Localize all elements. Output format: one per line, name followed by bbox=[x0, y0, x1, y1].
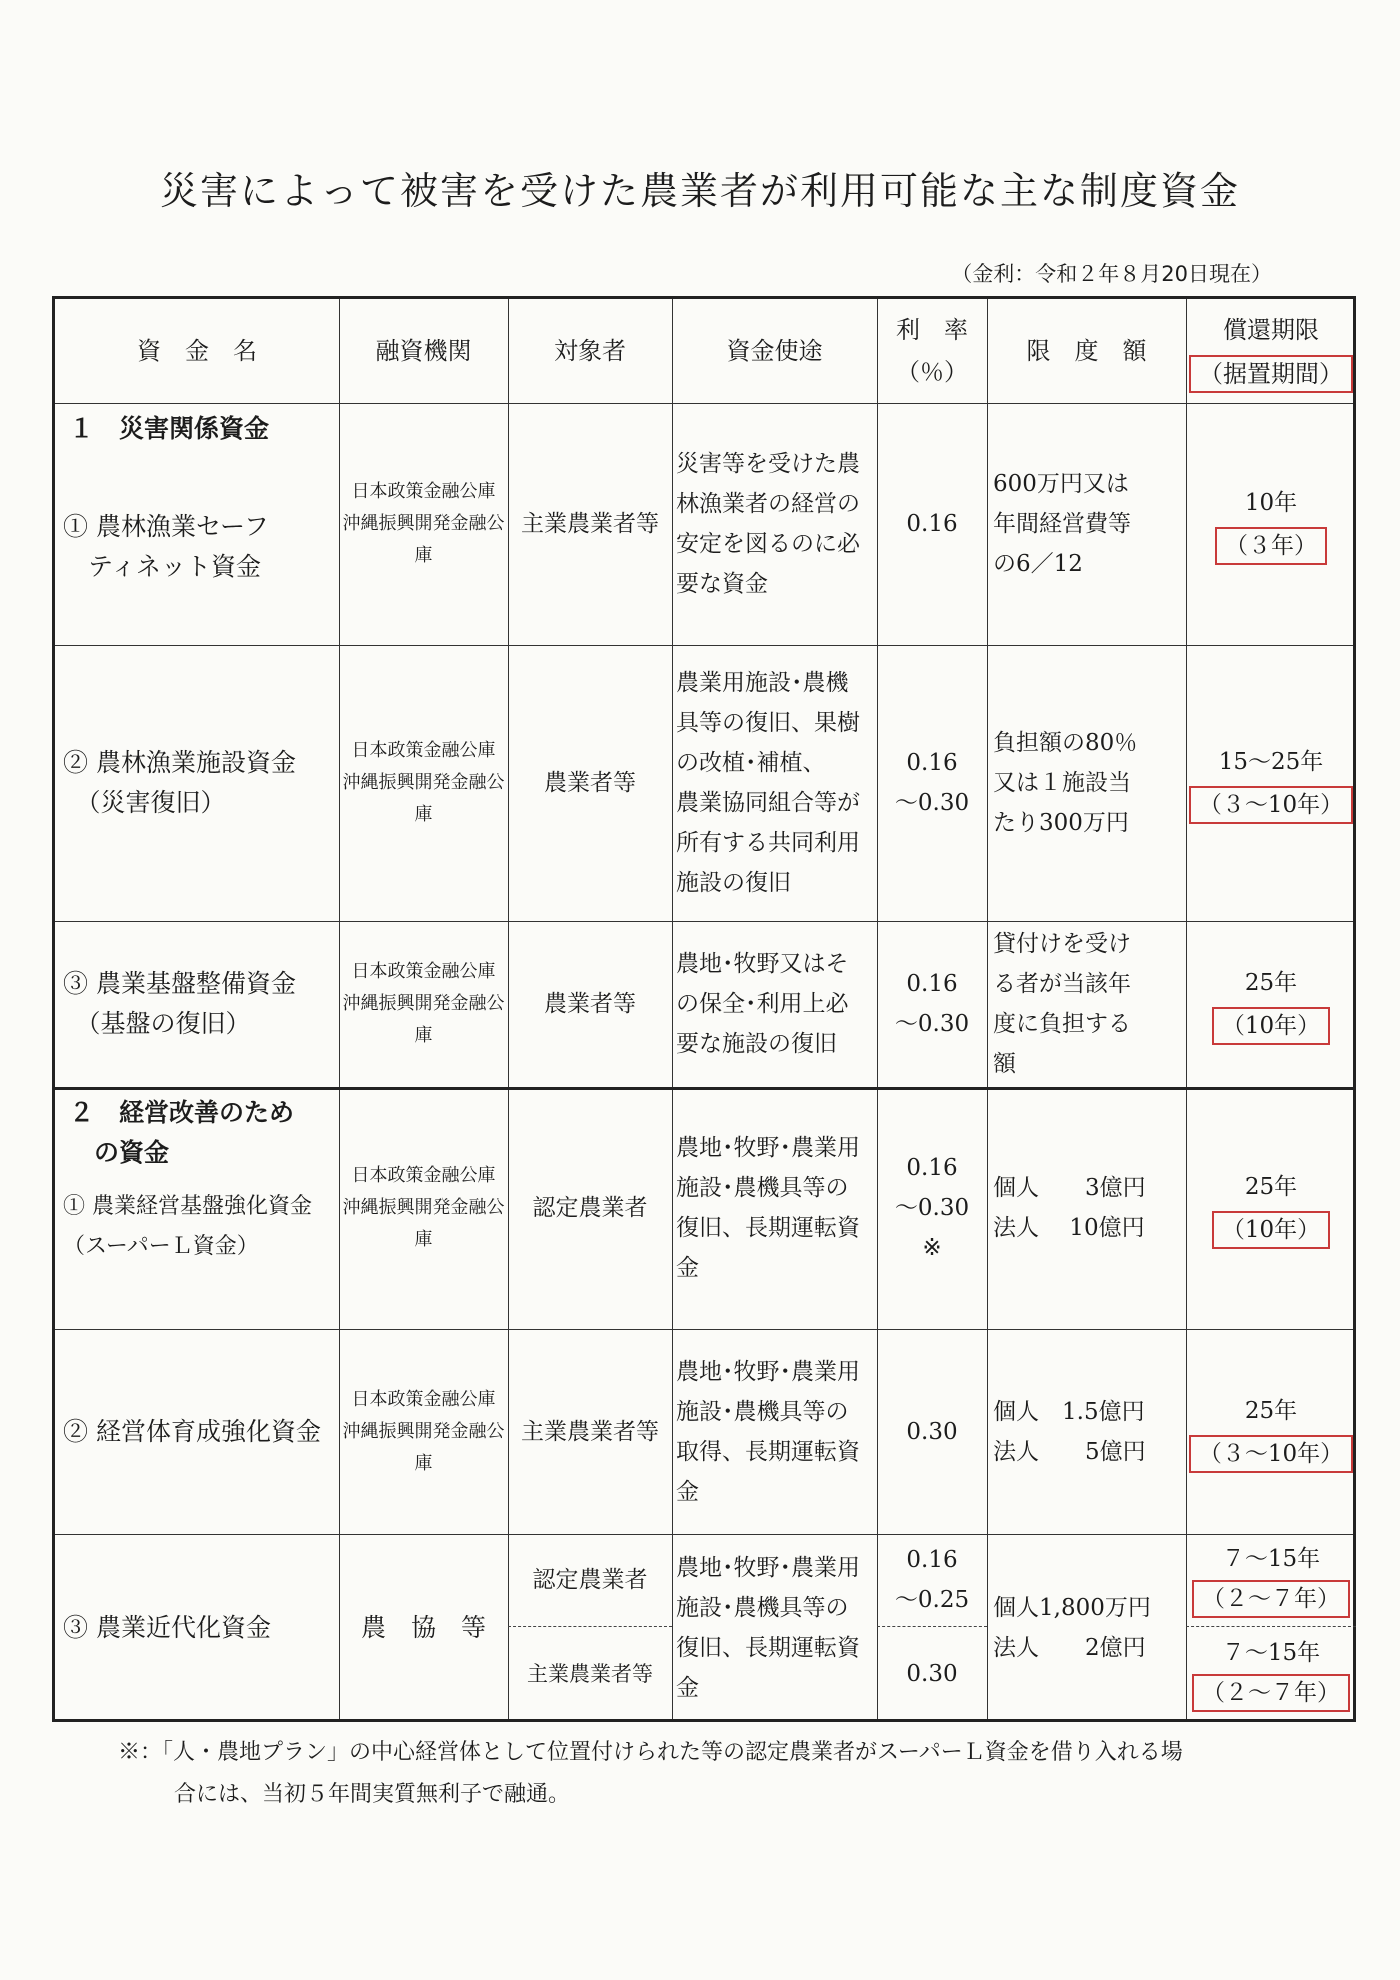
header-term bbox=[1186, 299, 1356, 403]
lending-institution: 日本政策金融公庫 沖縄振興開発金融公庫 bbox=[342, 1165, 505, 1250]
interest-rate: 0.16 ～0.30 bbox=[894, 971, 970, 1037]
interest-rate: 0.16 ～0.30 bbox=[894, 750, 970, 816]
eligible-borrower: 主業農業者等 bbox=[527, 1662, 653, 1686]
section-label: １ 災害関係資金 bbox=[69, 414, 270, 443]
fund-name: ② 農林漁業施設資金 （災害復旧） bbox=[63, 748, 296, 817]
loan-limit: 個人1,800万円 法人 2億円 bbox=[993, 1595, 1151, 1661]
interest-rate: 0.16 bbox=[906, 511, 958, 537]
eligible-borrower: 認定農業者 bbox=[532, 1567, 648, 1593]
interest-rate: 0.30 bbox=[906, 1418, 958, 1445]
repayment-term bbox=[1186, 921, 1356, 1087]
repayment-term bbox=[1186, 645, 1356, 921]
page-title: 災害によって被害を受けた農業者が利用可能な主な制度資金 bbox=[159, 169, 1240, 213]
term-years: 25年 bbox=[1244, 1397, 1298, 1424]
fund-name: ① 農林漁業セーフ ティネット資金 bbox=[63, 512, 269, 581]
fund-name: ③ 農業基盤整備資金 （基盤の復旧） bbox=[63, 969, 296, 1038]
header-grace-label: （据置期間） bbox=[1189, 355, 1353, 393]
interest-rate: 0.16 ～0.25 bbox=[894, 1547, 970, 1613]
lending-institution: 農 協 等 bbox=[360, 1613, 486, 1642]
loan-limit: 600万円又は 年間経営費等 の6／12 bbox=[993, 471, 1131, 577]
repayment-term bbox=[1186, 1626, 1356, 1722]
header-term-label: 償還期限 bbox=[1223, 316, 1319, 344]
header-rate-unit: （％） bbox=[896, 358, 968, 386]
header-institution: 融資機関 bbox=[375, 337, 472, 365]
fund-purpose: 農地･牧野･農業用 施設･農機具等の 復旧、長期運転資 金 bbox=[676, 1135, 860, 1281]
fund-purpose: 災害等を受けた農 林漁業者の経営の 安定を図るのに必 要な資金 bbox=[676, 451, 860, 597]
fund-purpose: 農業用施設･農機 具等の復旧、果樹 の改植･補植、 農業協同組合等が 所有する共同利用 施設の復旧 bbox=[676, 670, 860, 896]
grace-period: （２～７年） bbox=[1192, 1580, 1350, 1618]
lending-institution: 日本政策金融公庫 沖縄振興開発金融公庫 bbox=[342, 1388, 505, 1474]
term-years: 10年 bbox=[1244, 490, 1298, 516]
repayment-term bbox=[1186, 1534, 1356, 1626]
grace-period: （10年） bbox=[1212, 1211, 1330, 1249]
lending-institution: 日本政策金融公庫 沖縄振興開発金融公庫 bbox=[342, 961, 505, 1046]
grace-period: （３～10年） bbox=[1189, 1435, 1353, 1473]
footnote bbox=[118, 1732, 1298, 1816]
eligible-borrower: 認定農業者 bbox=[532, 1195, 648, 1221]
eligible-borrower: 農業者等 bbox=[544, 991, 636, 1017]
term-years: 25年 bbox=[1244, 970, 1298, 996]
footnote-line-1: ※：「人・農地プラン」の中心経営体として位置付けられた等の認定農業者がスーパーＬ資金を借り入れる場 bbox=[118, 1740, 1183, 1765]
fund-purpose: 農地･牧野･農業用 施設･農機具等の 取得、長期運転資 金 bbox=[676, 1358, 860, 1505]
fund-purpose: 農地･牧野又はそ の保全･利用上必 要な施設の復旧 bbox=[676, 951, 849, 1057]
loan-limit: 負担額の80％ 又は１施設当 たり300万円 bbox=[993, 730, 1138, 836]
fund-purpose: 農地･牧野･農業用 施設･農機具等の 復旧、長期運転資 金 bbox=[676, 1555, 860, 1701]
grace-period: （２～７年） bbox=[1192, 1674, 1350, 1712]
term-years: ７～15年 bbox=[1221, 1546, 1321, 1572]
repayment-term bbox=[1186, 403, 1356, 645]
eligible-borrower: 農業者等 bbox=[544, 770, 636, 796]
loan-limit: 貸付けを受け る者が当該年 度に負担する 額 bbox=[993, 931, 1131, 1077]
header-rate-label: 利 率 bbox=[896, 316, 968, 344]
eligible-borrower: 主業農業者等 bbox=[521, 511, 659, 537]
col-divider bbox=[987, 299, 988, 1719]
repayment-term bbox=[1186, 1087, 1356, 1329]
grace-period: （３～10年） bbox=[1189, 786, 1353, 824]
header-rate bbox=[877, 299, 987, 403]
col-divider bbox=[672, 299, 673, 1719]
header-target: 対象者 bbox=[554, 337, 626, 365]
term-years: 15～25年 bbox=[1218, 749, 1324, 775]
interest-rate: 0.16 ～0.30 ※ bbox=[894, 1155, 970, 1261]
term-years: ７～15年 bbox=[1221, 1640, 1321, 1666]
loan-limit: 個人 1.5億円 法人 5億円 bbox=[993, 1398, 1146, 1465]
lending-institution: 日本政策金融公庫 沖縄振興開発金融公庫 bbox=[342, 740, 505, 825]
term-years: 25年 bbox=[1244, 1174, 1298, 1200]
footnote-line-2: 合には、当初５年間実質無利子で融通。 bbox=[174, 1782, 571, 1807]
section-label: ２ 経営改善のため の資金 bbox=[69, 1098, 295, 1167]
funds-table bbox=[52, 296, 1356, 1722]
grace-period: （３年） bbox=[1215, 527, 1327, 565]
header-purpose: 資金使途 bbox=[726, 337, 823, 365]
eligible-borrower: 主業農業者等 bbox=[521, 1418, 659, 1445]
as-of-date: （金利：令和２年８月20日現在） bbox=[951, 262, 1272, 286]
loan-limit: 個人 3億円 法人 10億円 bbox=[993, 1175, 1146, 1241]
grace-period: （10年） bbox=[1212, 1007, 1330, 1045]
fund-name: ② 経営体育成強化資金 bbox=[63, 1416, 321, 1446]
repayment-term bbox=[1186, 1329, 1356, 1534]
lending-institution: 日本政策金融公庫 沖縄振興開発金融公庫 bbox=[342, 481, 505, 566]
header-limit: 限 度 額 bbox=[1026, 337, 1147, 365]
interest-rate: 0.30 bbox=[906, 1661, 958, 1687]
header-name: 資 金 名 bbox=[137, 337, 257, 365]
fund-name: ③ 農業近代化資金 bbox=[63, 1613, 271, 1642]
fund-name: ① 農業経営基盤強化資金 （スーパーＬ資金） bbox=[63, 1194, 312, 1259]
